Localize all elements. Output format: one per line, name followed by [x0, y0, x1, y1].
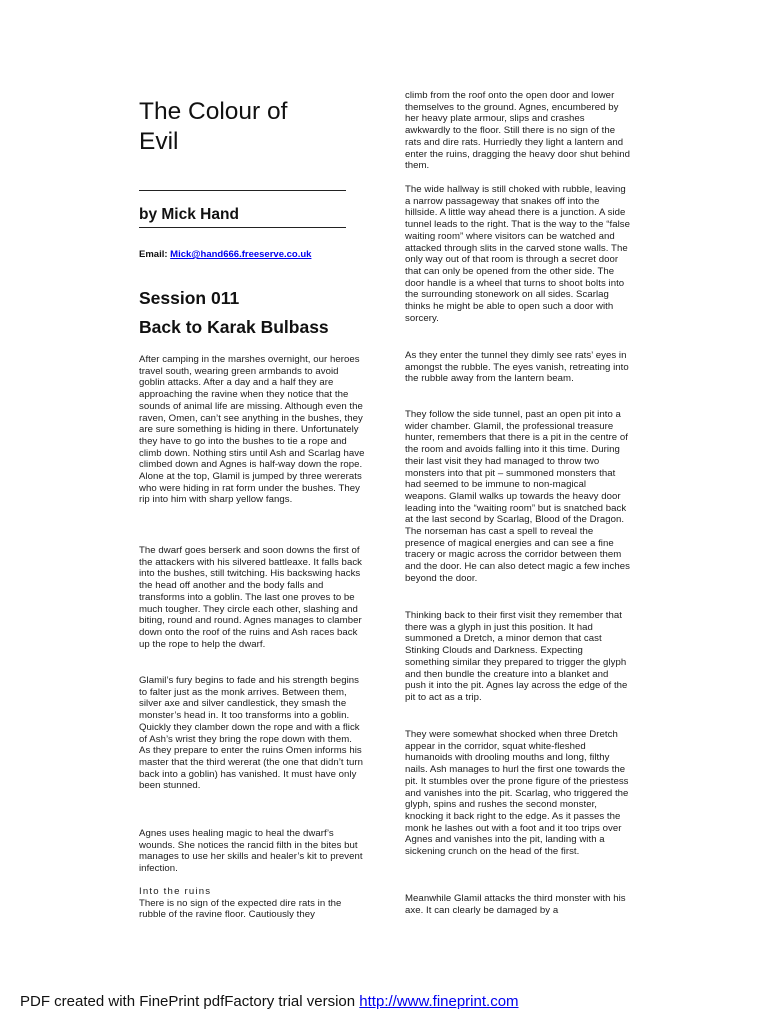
title-line-2: Evil [139, 128, 179, 155]
email-link[interactable]: Mick@hand666.freeserve.co.uk [170, 249, 312, 260]
chapter-heading: Back to Karak Bulbass [139, 317, 329, 337]
title-line-1: The Colour of [139, 98, 288, 125]
right-paragraph-2: The wide hallway is still choked with rubble, leaving a narrow passageway that snakes off into the hillside. A little way ahead there is a junction. A side tunnel leads to the right. That is the way to the “false waiting room” where visitors can be watched and attacked through slits in the carved stone walls. The only way out of that room is through a secret door that can only be opened from the other side. The door handle is a wheel that turns to shoot bolts into the surrounding stonework on all sides. Scarlag thinks he might be able to open such a door with sorcery. [405, 184, 631, 324]
right-paragraph-5: Thinking back to their first visit they remember that there was a glyph in just this position. It had summoned a Dretch, a minor demon that cast Stinking Clouds and Darkness. Expecting something similar they prepared to trigger the glyph and then bundle the creature into a blanket and push it into the pit. Agnes lay across the edge of the pit to act as a trip. [405, 610, 628, 703]
left-paragraph-2: The dwarf goes berserk and soon downs the first of the attackers with his silvered battleaxe. It falls back into the bushes, still twitching. His backswing hacks the head off another and the body falls and transforms into a goblin. The last one proves to be much tougher. They circle each other, slashing and biting, round and round. Agnes manages to clamber down onto the roof of the ruins and Ash races back up the rope to help the dwarf. [139, 545, 363, 650]
right-paragraph-1: climb from the roof onto the open door and lower themselves to the ground. Agnes, encumbered by her heavy plate armour, slips and crashes awkwardly to the floor. Still there is no sign of the rats and dire rats. Hurriedly they light a lantern and enter the ruins, dragging the heavy door shut behind them. [405, 90, 631, 172]
right-paragraph-3: As they enter the tunnel they dimly see rats’ eyes in amongst the rubble. The eyes vanish, retreating into the rubble away from the lantern beam. [405, 350, 629, 385]
author-byline: by Mick Hand [139, 206, 239, 223]
left-paragraph-3: Glamil’s fury begins to fade and his strength begins to falter just as the monk arrives. Between them, silver axe and silver candlestick, they smash the monster’s head in. It too transforms into a goblin. Quickly they clamber down the rope and with a flick of Ash’s wrist they bring the rope down with them. As they prepare to enter the ruins Omen informs his master that the third wererat (the one that didn’t turn back into a goblin) has vanished. It must have only been stunned. [139, 675, 364, 792]
pdf-footer [20, 993, 519, 1010]
title-rule [139, 190, 346, 191]
session-heading: Session 011 [139, 288, 240, 308]
right-paragraph-7: Meanwhile Glamil attacks the third monster with his axe. It can clearly be damaged by a [405, 893, 626, 916]
email-label: Email: [139, 249, 168, 260]
author-rule [139, 227, 346, 228]
email-line [139, 249, 311, 260]
left-paragraph-1: After camping in the marshes overnight, our heroes travel south, wearing green armbands to avoid goblin attacks. After a day and a half they are approaching the ravine when they notice that the sounds of animal life are missing. Although even the raven, Omen, can’t see anything in the bushes, they are sure something is hiding in there. Unfortunately they have to go into the bushes to tie a rope and climb down. Nothing stirs until Ash and Scarlag have climbed down and Agnes is half-way down the rope. Alone at the top, Glamil is jumped by three wererats who were hiding in rat form under the bushes. They rip into him with sharp yellow fangs. [139, 354, 365, 506]
left-paragraph-5-text: There is no sign of the expected dire rats in the rubble of the ravine floor. Cautiously they [139, 897, 342, 921]
right-paragraph-4: They follow the side tunnel, past an open pit into a wider chamber. Glamil, the professional treasure hunter, remembers that there is a pit in the centre of the room and avoids falling into it this time. During their last visit they had managed to throw two monsters into that pit – summoned monsters that had seemed to be immune to non-magical weapons. Glamil walks up towards the heavy door leading into the “waiting room” but is snatched back at the last second by Scarlag, Blood of the Dragon. The norseman has cast a spell to reveal the presence of magical energies and can see a fine tracery or magic across the corridor between them and the door. He can also detect magic a few inches beyond the door. [405, 409, 630, 584]
right-paragraph-6: They were somewhat shocked when three Dretch appear in the corridor, squat white-fleshed humanoids with drooling mouths and long, filthy nails. Ash manages to hurl the first one towards the pit. It stumbles over the prone figure of the priestess and vanishes into the pit. Scarlag, who triggered the glyph, spins and rushes the second monster, knocking it back right to the edge. As it passes the monk he lashes out with a foot and it too trips over Agnes and vanishes into the pit, landing with a sickening crunch on the head of the first. [405, 729, 629, 858]
footer-link[interactable]: http://www.fineprint.com [359, 993, 519, 1010]
footer-text: PDF created with FinePrint pdfFactory trial version [20, 993, 360, 1010]
document-title [139, 97, 369, 157]
left-paragraph-5 [139, 886, 365, 921]
section-subheading: Into the ruins [139, 886, 212, 897]
left-paragraph-4: Agnes uses healing magic to heal the dwarf’s wounds. She notices the rancid filth in the bites but manages to use her skills and healer’s kit to prevent infection. [139, 828, 363, 875]
